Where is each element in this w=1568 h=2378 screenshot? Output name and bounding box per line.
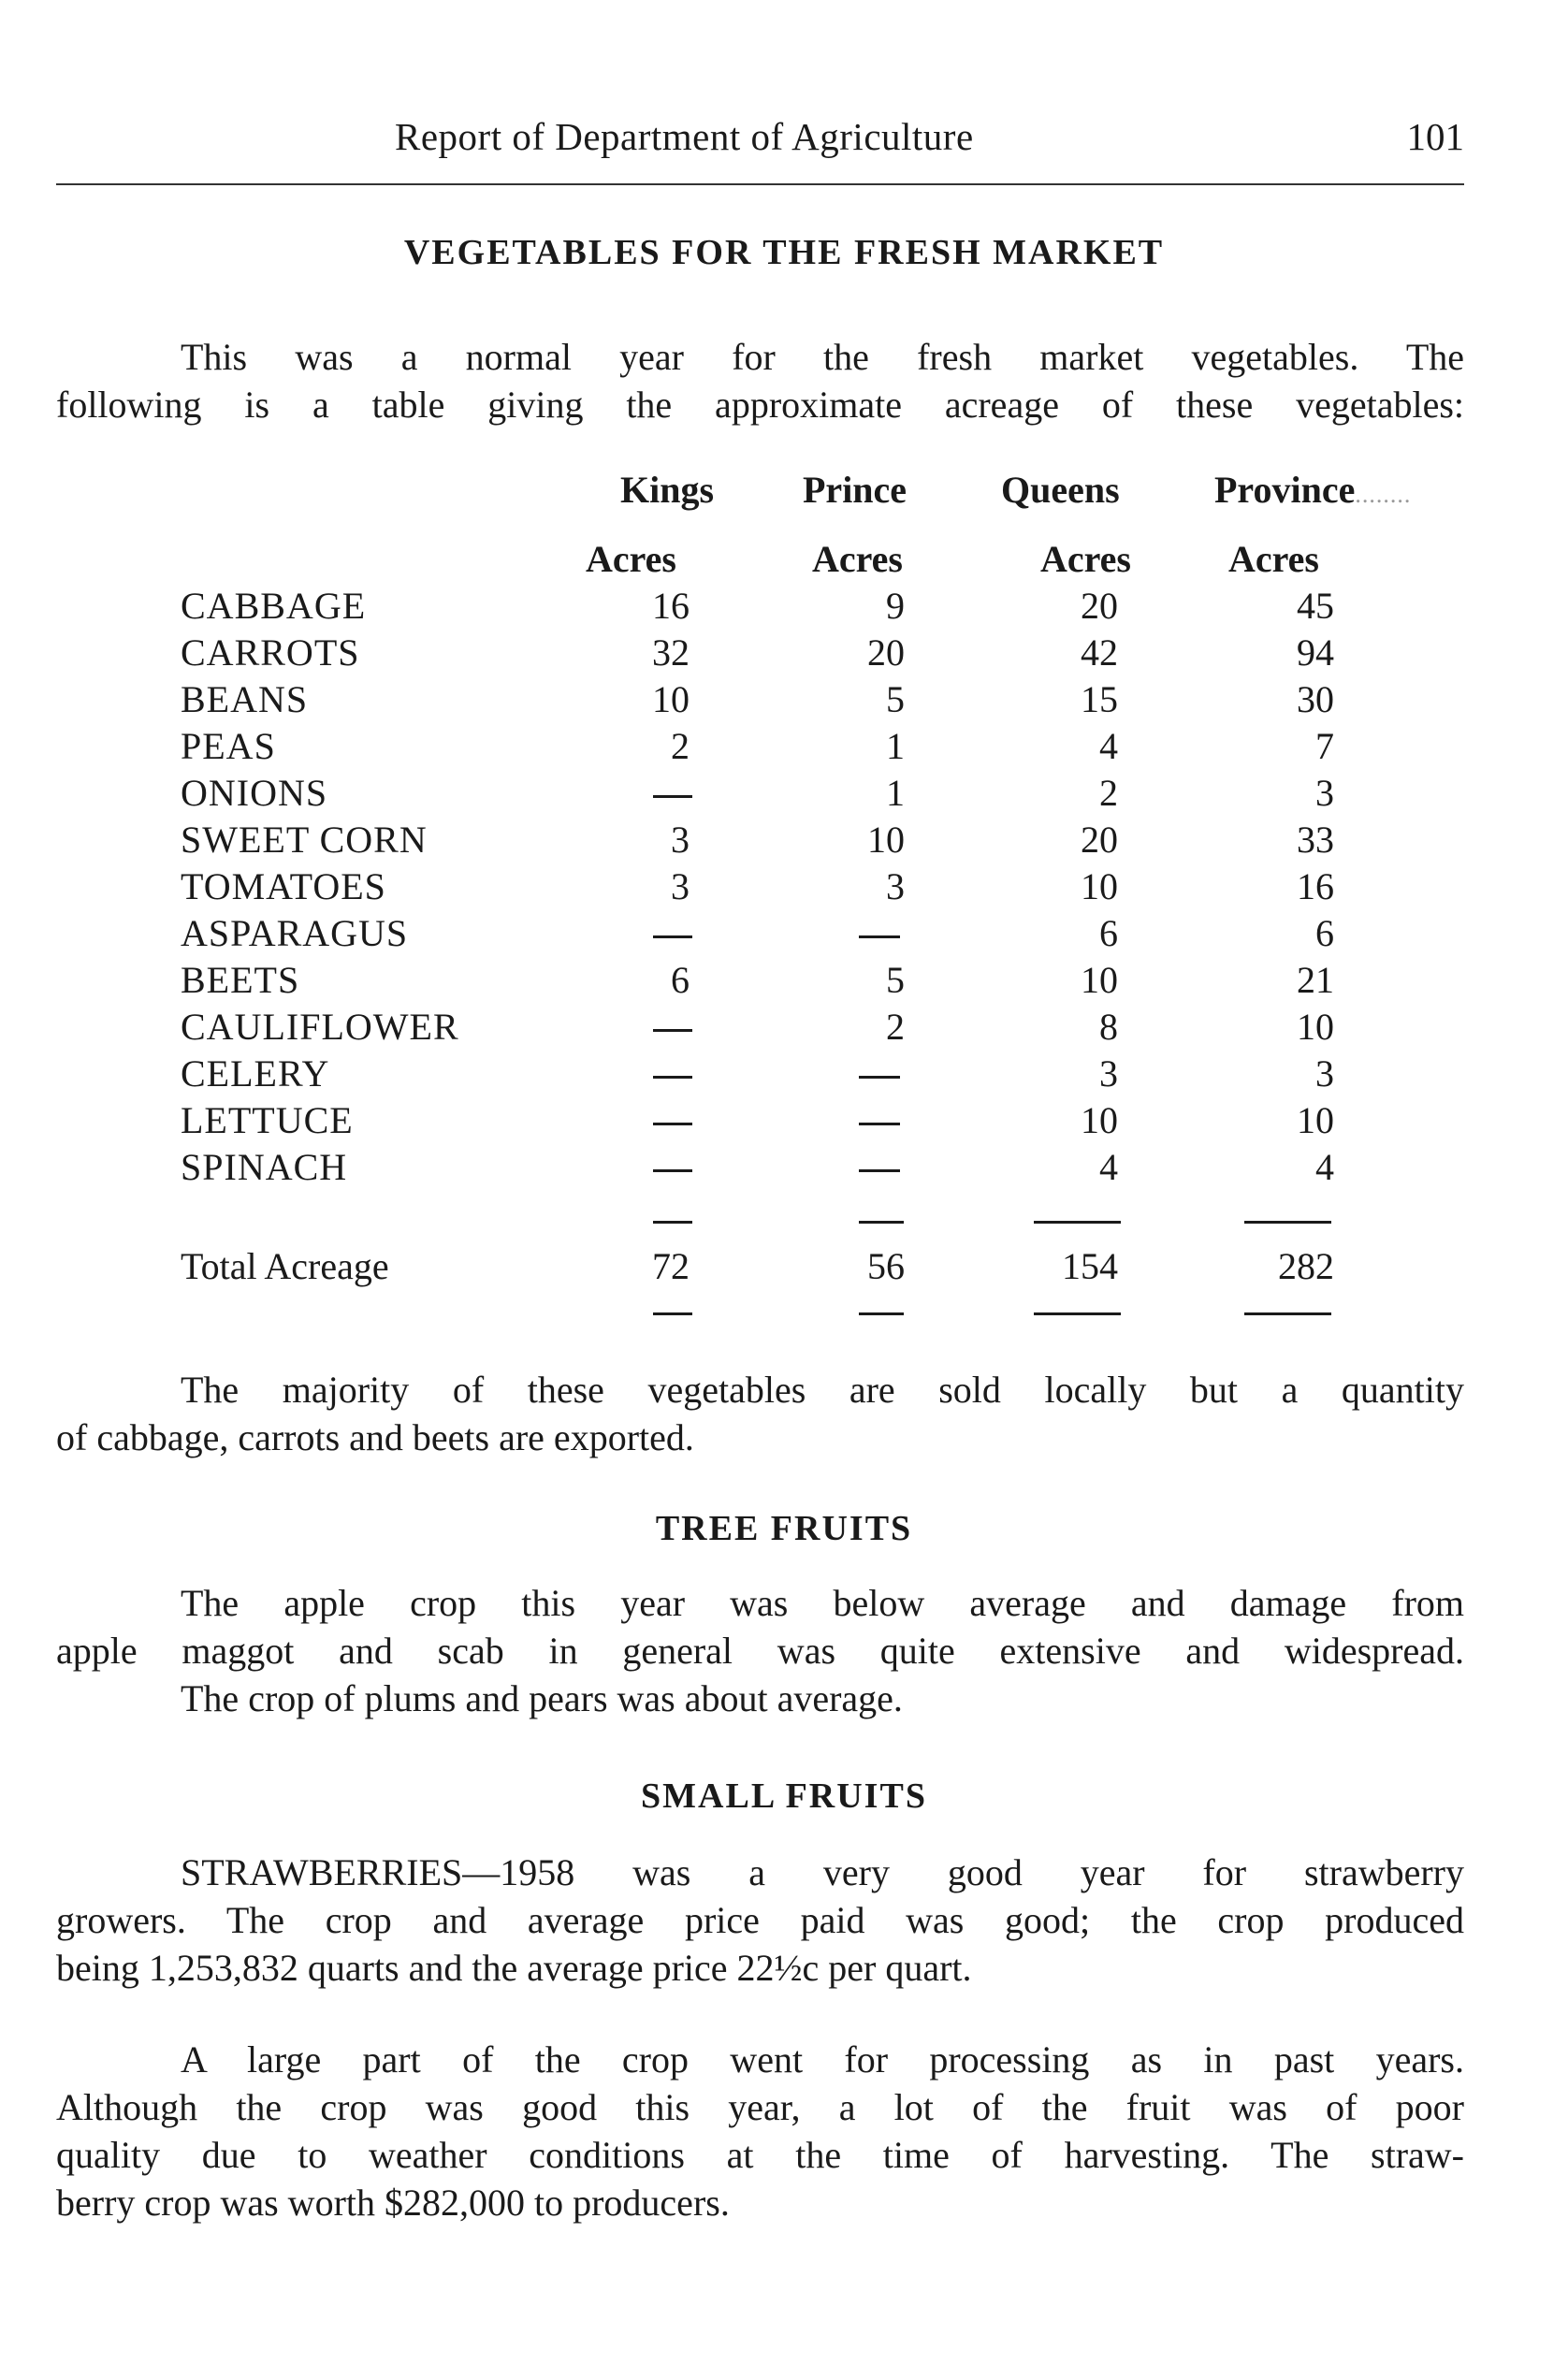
row-label: CAULIFLOWER: [181, 1006, 459, 1048]
table-cell: 16: [652, 585, 690, 627]
table-cell: 6: [1099, 912, 1118, 954]
tree-fruits-line-3: The crop of plums and pears was about average.: [181, 1677, 903, 1719]
table-cell: 9: [886, 585, 905, 627]
header-rule: [56, 183, 1464, 185]
table-cell: 45: [1297, 585, 1334, 627]
table-cell: 5: [886, 959, 905, 1001]
table-cell: 3: [1315, 772, 1334, 814]
small-fruits-p2-line-2: Although the crop was good this year, a lot of the fruit was of poor: [56, 2086, 1464, 2128]
row-label: PEAS: [181, 725, 276, 767]
table-cell: 2: [1099, 772, 1118, 814]
col-header-queens: Queens: [1001, 469, 1120, 511]
row-label: BEANS: [181, 678, 309, 720]
cell-empty-dash: [859, 935, 900, 938]
cell-empty-dash: [653, 1029, 692, 1032]
dash-kings-bottom: [653, 1312, 692, 1315]
row-label: TOMATOES: [181, 865, 386, 907]
table-cell: 10: [1297, 1006, 1334, 1048]
table-cell: 32: [652, 631, 690, 674]
intro-line-1: This was a normal year for the fresh market vegetables. The: [181, 336, 1464, 378]
dash-prince-bottom: [859, 1312, 904, 1315]
table-cell: 20: [1081, 819, 1118, 861]
table-cell: 8: [1099, 1006, 1118, 1048]
tree-fruits-line-2: apple maggot and scab in general was quite extensive and widespread.: [56, 1630, 1464, 1672]
table-cell: 6: [671, 959, 690, 1001]
tree-fruits-paragraph: [56, 1579, 1464, 1722]
table-cell: 10: [1081, 865, 1118, 907]
table-cell: 4: [1099, 1146, 1118, 1188]
total-label: Total Acreage: [181, 1245, 389, 1287]
table-cell: 3: [1315, 1052, 1334, 1095]
table-cell: 3: [886, 865, 905, 907]
row-label: SPINACH: [181, 1146, 348, 1188]
cell-empty-dash: [653, 1123, 692, 1125]
col-header-prince: Prince: [803, 469, 907, 511]
small-fruits-p1-line-3: being 1,253,832 quarts and the average price 22½c per quart.: [56, 1947, 972, 1989]
table-cell: 1: [886, 725, 905, 767]
heading-small-fruits: SMALL FRUITS: [641, 1776, 927, 1816]
table-cell: 21: [1297, 959, 1334, 1001]
small-fruits-p1-line-1: STRAWBERRIES—1958 was a very good year for strawberry: [181, 1851, 1464, 1893]
row-label: CABBAGE: [181, 585, 367, 627]
table-cell: 7: [1315, 725, 1334, 767]
small-fruits-p1-line-2: growers. The crop and average price paid was good; the crop produced: [56, 1899, 1464, 1941]
row-label: LETTUCE: [181, 1099, 354, 1141]
majority-line-2: of cabbage, carrots and beets are exported.: [56, 1416, 694, 1458]
row-label: SWEET CORN: [181, 819, 428, 861]
table-cell: 33: [1297, 819, 1334, 861]
dash-province-top: [1244, 1221, 1331, 1224]
cell-empty-dash: [859, 1123, 900, 1125]
cell-empty-dash: [653, 795, 692, 798]
col-header-kings: Kings: [620, 469, 715, 511]
table-cell: 10: [1297, 1099, 1334, 1141]
majority-line-1: The majority of these vegetables are sold locally but a quantity: [181, 1369, 1464, 1411]
table-cell: 30: [1297, 678, 1334, 720]
small-fruits-p2-line-4: berry crop was worth $282,000 to producers.: [56, 2182, 730, 2224]
col-header-province: [1214, 468, 1411, 512]
table-cell: 2: [671, 725, 690, 767]
table-cell: 5: [886, 678, 905, 720]
dash-kings-top: [653, 1221, 692, 1224]
page-number: 101: [1406, 115, 1464, 158]
report-title: Report of Department of Agriculture: [395, 115, 974, 158]
dash-prince-top: [859, 1221, 904, 1224]
table-cell: 20: [867, 631, 905, 674]
table-cell: 42: [1081, 631, 1118, 674]
dash-queens-top: [1034, 1221, 1121, 1224]
cell-empty-dash: [653, 935, 692, 938]
row-label: CARROTS: [181, 631, 360, 674]
row-label: ASPARAGUS: [181, 912, 409, 954]
table-cell: 6: [1315, 912, 1334, 954]
table-cell: 2: [886, 1006, 905, 1048]
unit-prince: Acres: [812, 538, 903, 580]
running-header: [56, 114, 1464, 170]
cell-empty-dash: [859, 1169, 900, 1172]
majority-paragraph: [56, 1366, 1464, 1461]
total-prince: 56: [867, 1245, 905, 1287]
table-cell: 10: [652, 678, 690, 720]
row-label: ONIONS: [181, 772, 328, 814]
unit-kings: Acres: [586, 538, 676, 580]
total-kings: 72: [652, 1245, 690, 1287]
heading-vegetables: VEGETABLES FOR THE FRESH MARKET: [403, 233, 1165, 272]
small-fruits-p2-line-3: quality due to weather conditions at the time of harvesting. The straw-: [56, 2134, 1464, 2176]
table-cell: 10: [1081, 959, 1118, 1001]
cell-empty-dash: [859, 1076, 900, 1079]
cell-empty-dash: [653, 1169, 692, 1172]
total-queens: 154: [1062, 1245, 1118, 1287]
row-label: BEETS: [181, 959, 300, 1001]
table-cell: 3: [671, 819, 690, 861]
row-label: CELERY: [181, 1052, 330, 1095]
intro-paragraph: [56, 333, 1464, 428]
table-cell: 15: [1081, 678, 1118, 720]
table-cell: 4: [1315, 1146, 1334, 1188]
small-fruits-paragraph-1: [56, 1849, 1464, 1992]
table-cell: 1: [886, 772, 905, 814]
table-cell: 94: [1297, 631, 1334, 674]
table-cell: 16: [1297, 865, 1334, 907]
unit-province: Acres: [1228, 538, 1319, 580]
total-province: 282: [1278, 1245, 1334, 1287]
table-cell: 3: [671, 865, 690, 907]
intro-line-2: following is a table giving the approximate acreage of these vegetables:: [56, 384, 1464, 426]
cell-empty-dash: [653, 1076, 692, 1079]
small-fruits-p2-line-1: A large part of the crop went for processing as in past years.: [181, 2038, 1464, 2081]
heading-tree-fruits: TREE FRUITS: [655, 1509, 913, 1548]
unit-queens: Acres: [1040, 538, 1131, 580]
table-cell: 3: [1099, 1052, 1118, 1095]
dash-province-bottom: [1244, 1312, 1331, 1315]
table-cell: 10: [1081, 1099, 1118, 1141]
small-fruits-paragraph-2: [56, 2036, 1464, 2226]
table-cell: 4: [1099, 725, 1118, 767]
dash-queens-bottom: [1034, 1312, 1121, 1315]
province-leader-dots: ........: [1355, 481, 1412, 508]
table-cell: 20: [1081, 585, 1118, 627]
province-label: Province: [1214, 469, 1356, 511]
table-cell: 10: [867, 819, 905, 861]
tree-fruits-line-1: The apple crop this year was below average and damage from: [181, 1582, 1464, 1624]
